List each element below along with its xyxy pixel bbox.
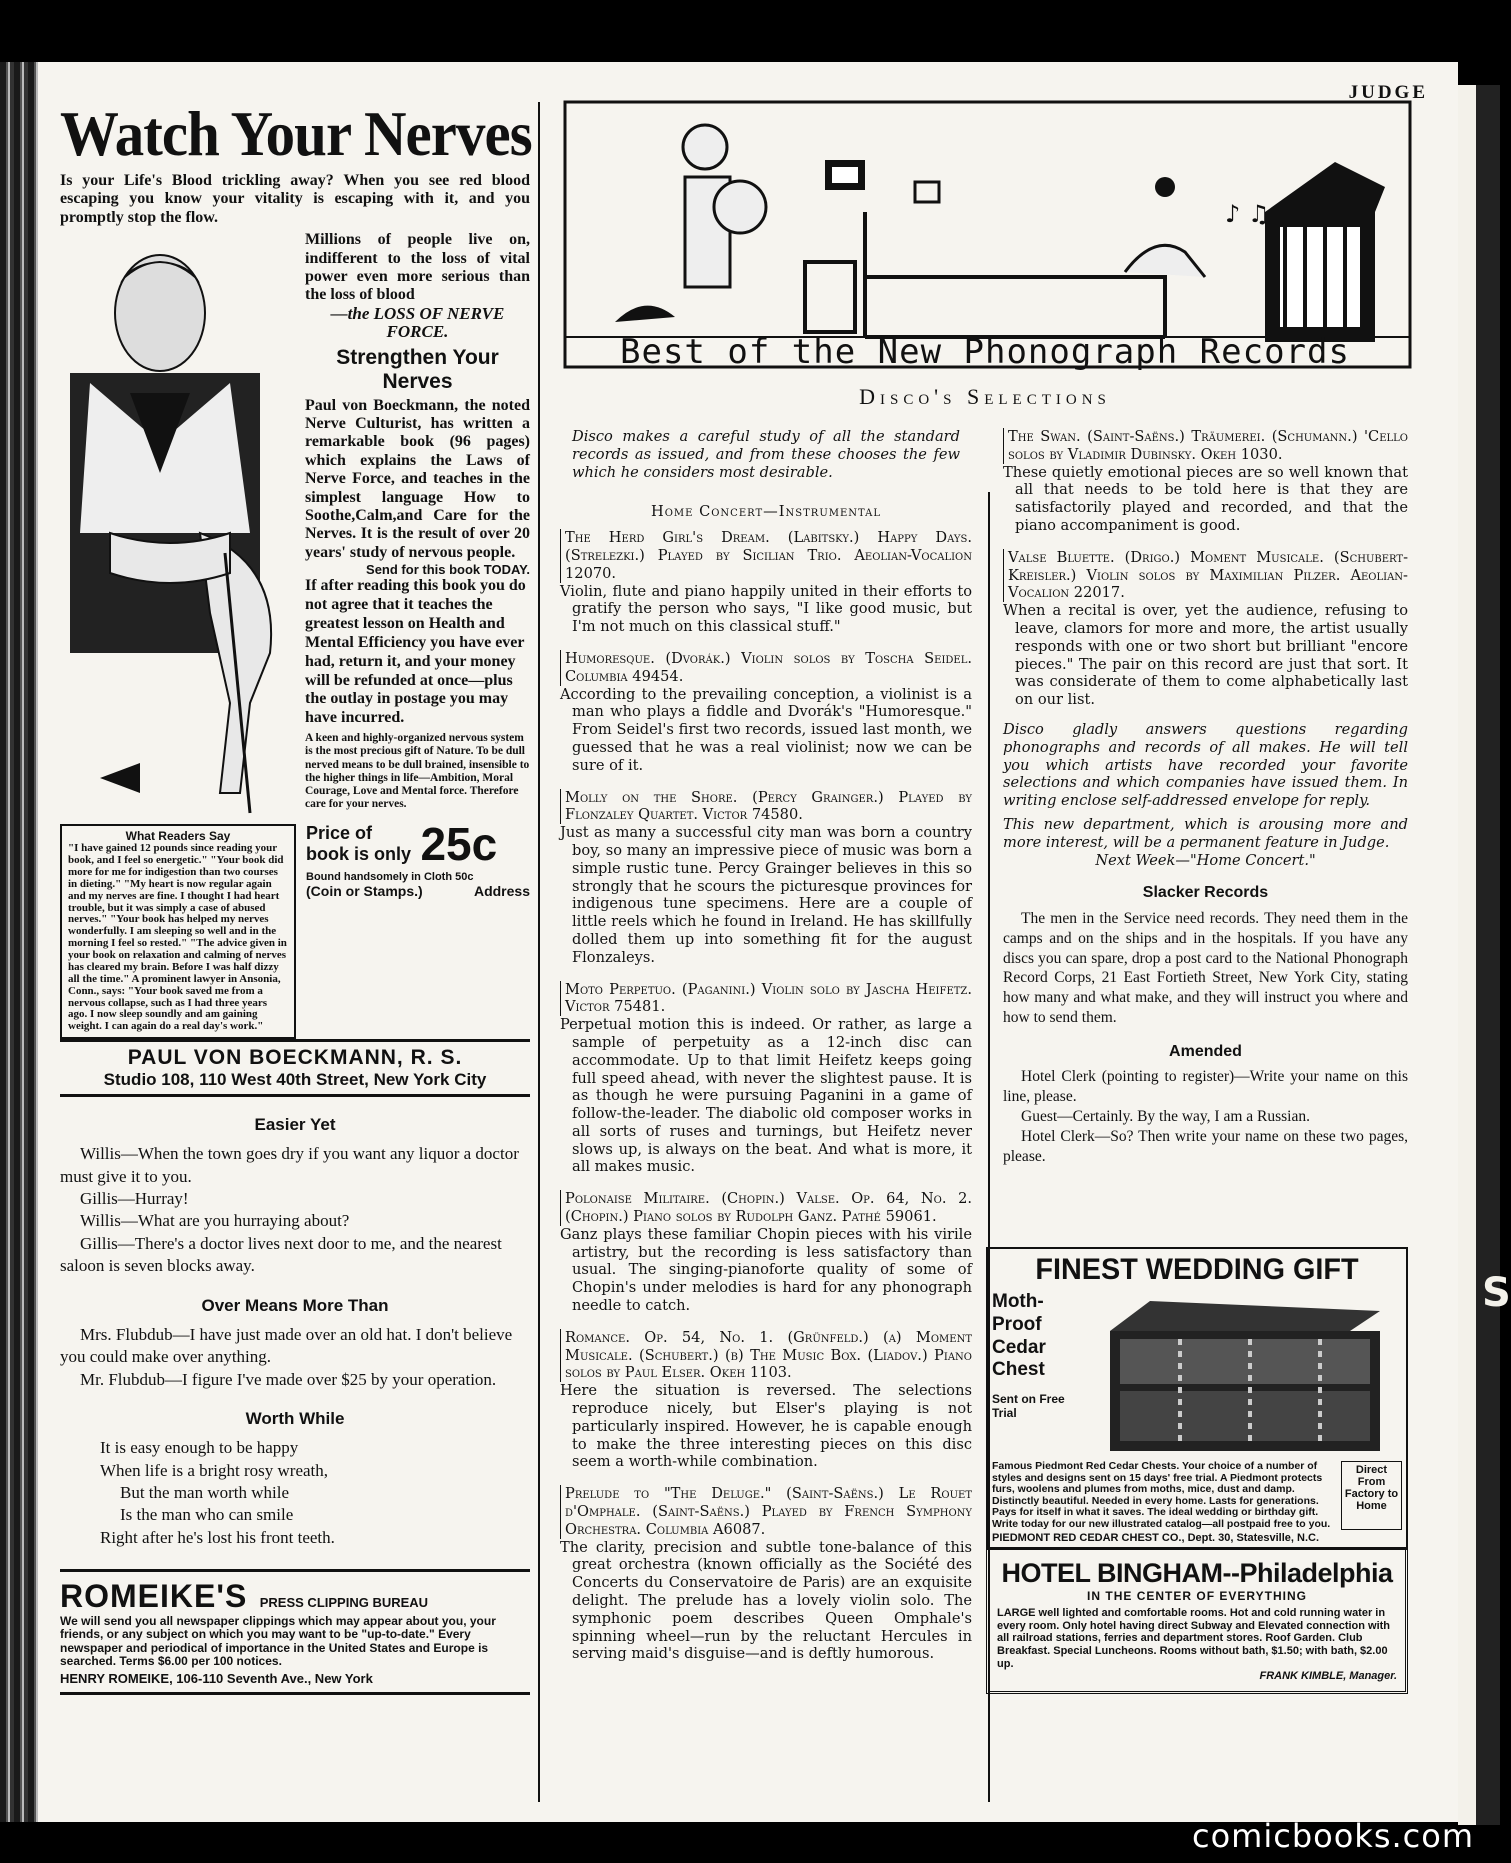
- record-entry: [1003, 549, 1408, 709]
- record-title: Humoresque. (Dvorák.) Violin solos by Toscha Seidel. Columbia 49454.: [560, 650, 972, 686]
- left-column: [60, 98, 532, 1695]
- hotel-tagline: IN THE CENTER OF EVERYTHING: [1087, 1589, 1307, 1603]
- book-binding: [0, 62, 38, 1822]
- record-entry: [560, 650, 972, 775]
- ad-nerve-force: —the LOSS OF NERVE FORCE.: [330, 303, 505, 341]
- hotel-manager: FRANK KIMBLE, Manager.: [1259, 1670, 1397, 1683]
- cedar-chest-illustration: [1090, 1291, 1390, 1461]
- wedding-text: Famous Piedmont Red Cedar Chests. Your choice of a number of styles and designs sent on 15 days' free trial. A Piedmont protects furs, woolens and plumes from moths, mice, dust and damp. Distinctly beautiful. Needed in every home. Lasts for generations. Pays for itself in what it saves. The ideal wedding or birthday gift. Write today for our new illustrated catalog—all postpaid free to you.: [992, 1460, 1331, 1530]
- joke-line: Willis—What are you hurraying about?: [80, 1211, 350, 1231]
- record-title: The Swan. (Saint-Saëns.) Träumerei. (Schumann.) 'Cello solos by Vladimir Dubinsky. Okeh 1030.: [1003, 428, 1408, 464]
- readers-testimonials-box: [60, 824, 296, 1039]
- poem-line: Right after he's lost his front teeth.: [100, 1527, 335, 1547]
- poem: [100, 1437, 530, 1549]
- address-label: Address: [473, 883, 530, 900]
- romeike-ad: [60, 1569, 530, 1695]
- price-value: 25c: [420, 818, 498, 871]
- record-entry: [560, 789, 972, 967]
- ad-intro: Is your Life's Blood trickling away? When you see red blood escaping you know your vitality is escaping with it, and you promptly stop the flow.: [60, 172, 530, 226]
- article-title: Best of the New Phonograph Records: [620, 332, 1350, 372]
- record-entry: [560, 1485, 972, 1663]
- ad-refund: If after reading this book you do not agree that it teaches the greatest lesson on Health and Mental Efficiency you have ever had, return it, and your money will be refunded at once—plus the outlay in postage you may have incurred.: [305, 577, 526, 727]
- record-entry: [1003, 428, 1408, 535]
- ad-millions: Millions of people live on, indifferent to the loss of vital power even more serious than the loss of blood: [305, 231, 530, 304]
- record-review: Violin, flute and piano happily united in their efforts to gratify the person who says, "I like good music, but I'm not much on this classical stuff.": [560, 582, 972, 636]
- boeckmann-name: PAUL VON BOECKMANN, R. S.: [127, 1046, 463, 1070]
- record-title: Polonaise Militaire. (Chopin.) Valse. Op. 64, No. 2. (Chopin.) Piano solos by Rudolph Ganz. Pathé 59061.: [560, 1190, 972, 1226]
- readers-title: What Readers Say: [125, 829, 231, 844]
- records-column-middle: [560, 428, 972, 1663]
- next-week-note: Next Week—"Home Concert.": [1095, 851, 1316, 869]
- record-title: Valse Bluette. (Drigo.) Moment Musicale. (Schubert-Kreisler.) Violin solos by Maximilian Pilzer. Aeolian-Vocalion 22017.: [1003, 549, 1408, 602]
- hotel-title: HOTEL BINGHAM--Philadelphia: [1001, 1558, 1393, 1588]
- joke-line: Willis—When the town goes dry if you want any liquor a doctor must give it to you.: [60, 1144, 519, 1186]
- hotel-text: LARGE well lighted and comfortable rooms. Hot and cold running water in every room. Only hotel having direct Subway and Elevated connection with all railroad stations, ferries and department stores. Roof Garden. Club Breakfast. Special Luncheons. Rooms without bath, $1.50; with bath, $2.00 up.: [997, 1607, 1391, 1670]
- poem-line: But the man worth while: [120, 1482, 290, 1502]
- joke-line: Mr. Flubdub—I figure I've made over $25 by your operation.: [80, 1369, 497, 1389]
- magazine-header: JUDGE: [1348, 82, 1428, 103]
- record-title: The Herd Girl's Dream. (Labitsky.) Happy Days. (Strelezki.) Played by Sicilian Trio. Aeolian-Vocalion 12070.: [560, 529, 972, 582]
- hotel-bingham-ad: [986, 1547, 1408, 1694]
- record-review: The clarity, precision and subtle tone-balance of this great orchestra (known officially as the Société des Concerts du Conservatoire de Paris) are an exquisite delight. The prelude has a lovely violin solo. The symphonic poem describes Queen Omphale's spinning wheel—run by the reluctant Hercules in serving maid's disguise—and is deftly humorous.: [560, 1538, 972, 1663]
- price-binding: Bound handsomely in Cloth 50c: [306, 871, 474, 884]
- romeike-name: ROMEIKE'S: [60, 1578, 248, 1615]
- romeike-bureau: PRESS CLIPPING BUREAU: [259, 1595, 429, 1611]
- wedding-trial: Sent on Free Trial: [992, 1392, 1065, 1421]
- boeckmann-street: Studio 108, 110 West 40th Street, New York City: [103, 1070, 487, 1090]
- jokes-section: [60, 1115, 530, 1549]
- amended-line: Hotel Clerk—So? Then write your name on these two pages, please.: [1003, 1127, 1408, 1165]
- joke-title-worth: Worth While: [245, 1409, 345, 1429]
- phonograph-cartoon: [565, 102, 1410, 367]
- joke-line: Mrs. Flubdub—I have just made over an old hat. I don't believe you could make over anything.: [60, 1324, 513, 1367]
- wedding-gift-ad: [986, 1247, 1408, 1550]
- wedding-company: PIEDMONT RED CEDAR CHEST CO., Dept. 30, Statesville, N.C.: [992, 1532, 1320, 1545]
- disco-note: Disco gladly answers questions regarding phonographs and records of all makes. He will tell you which artists have recorded your favorite selections and which companies have issued them. In writing enclose self-addressed envelope for reply.: [1003, 720, 1408, 810]
- slacker-section: [1003, 883, 1408, 1027]
- record-review: When a recital is over, yet the audience, refusing to leave, clamors for more and more, the artist usually responds with one or two short but brilliant "encore pieces." The pair on this record are just that sort. It was considerate of them to come alphabetically last on our list.: [1003, 602, 1408, 709]
- magazine-page: [38, 62, 1458, 1822]
- svg-text:♪ ♫: ♪ ♫: [1225, 200, 1270, 228]
- poem-line: When life is a bright rosy wreath,: [100, 1460, 329, 1480]
- ad-headline: Watch Your Nerves: [60, 98, 532, 169]
- price-label: Price of book is only: [306, 823, 412, 865]
- next-page-edge: [1458, 85, 1476, 1825]
- record-title: Moto Perpetuo. (Paganini.) Violin solo by Jascha Heifetz. Victor 75481.: [560, 981, 972, 1017]
- readers-text: "I have gained 12 pounds since reading your book, and I feel so energetic." "Your book did more for me for indigestion than two courses in dieting." "My heart is now regular again and my nerves are fine. I thought I had heart trouble, but it was simply a case of abused nerves." "Your book has helped my nerves wonderfully. I am sleeping so well and in the morning I feel so rested." "The advice given in your book on relaxation and calming of nerves has cleared my brain. Before I was half dizzy all the time." A prominent lawyer in Ansonia, Conn., says: "Your book saved me from a nervous collapse, such as I had three years ago. I now sleep soundly and am gaining weight. I can again do a real day's work.": [68, 842, 287, 1033]
- amended-line: Guest—Certainly. By the way, I am a Russian.: [1021, 1107, 1310, 1125]
- ad-body: Paul von Boeckmann, the noted Nerve Culturist, has written a remarkable book (96 pages) which explains the Laws of Nerve Force, and teaches in the simplest language How to Soothe,Calm,and Care for the Nerves. It is the result of over 20 years' study of nervous people.: [305, 396, 530, 561]
- record-review: Here the situation is reversed. The selections reproduce nicely, but Elser's playing is not particularly inspired. However, he is capable enough to make the three interesting pieces on this disc seem a worth-while combination.: [560, 1382, 972, 1471]
- ad-keen: A keen and highly-organized nervous system is the most precious gift of Nature. To be dull nerved means to be dull brained, insensible to the higher things in life—Ambition, Moral Courage, Love and Mental force. Therefore care for your nerves.: [305, 732, 530, 811]
- column-rule-left: [538, 102, 540, 1802]
- article-subtitle: Disco's Selections: [859, 384, 1111, 409]
- record-entry: [560, 1190, 972, 1315]
- ad-subheading: Strengthen Your Nerves: [336, 346, 499, 393]
- joke-title-easier: Easier Yet: [254, 1115, 336, 1135]
- amended-section: [1003, 1042, 1408, 1167]
- joke-line: Gillis—There's a doctor lives next door to me, and the nearest saloon is seven blocks away.: [60, 1233, 502, 1276]
- boeckmann-address: [60, 1039, 530, 1097]
- ad-send-cta: Send for this book TODAY.: [366, 562, 530, 578]
- slacker-title: Slacker Records: [1142, 884, 1269, 902]
- record-review: Ganz plays these familiar Chopin pieces with his virile artistry, but the recording is less satisfactory than usual. The singing-pianoforte quality of some of Chopin's under melodies is hard for any phonograph needle to catch.: [560, 1225, 972, 1315]
- record-review: According to the prevailing conception, a violinist is a man who plays a fiddle and Dvorák's "Humoresque." From Seidel's first two records, issued last month, we guessed that he was a real violinist; now we can be sure of it.: [560, 685, 972, 774]
- joke-title-over: Over Means More Than: [201, 1295, 389, 1315]
- amended-title: Amended: [1169, 1042, 1242, 1060]
- record-title: Prelude to "The Deluge." (Saint-Saëns.) Le Rouet d'Omphale. (Saint-Saëns.) Played by French Symphony Orchestra. Columbia A6087.: [560, 1485, 972, 1538]
- next-page-fragment: S: [1482, 1270, 1511, 1316]
- wedding-direct: Direct From Factory to Home: [1341, 1461, 1402, 1530]
- romeike-address: HENRY ROMEIKE, 106-110 Seventh Ave., New York: [60, 1671, 373, 1686]
- amended-line: Hotel Clerk (pointing to register)—Write your name on this line, please.: [1003, 1068, 1408, 1106]
- romeike-text: We will send you all newspaper clippings which may appear about you, your friends, or any subject on which you may want to be "up-to-date." Every newspaper and periodical of importance in the United States and Europe is searched. Terms $6.00 per 100 notices.: [60, 1614, 496, 1668]
- record-review: Just as many a successful city man was born a country boy, so many an impressive piece of music was born a simple rustic tune. Percy Grainger believes in this so strongly that he scours the picturesque provinces for indigenous tune specimens. Here are a couple of little reels which he found in Ireland. He has skillfully dolled them up into something fit for the august Flonzaleys.: [560, 824, 972, 966]
- page-gutter: [1476, 85, 1500, 1825]
- wedding-title: FINEST WEDDING GIFT: [1035, 1253, 1359, 1286]
- wedding-label: Moth-Proof Cedar Chest: [992, 1291, 1046, 1381]
- record-entry: [560, 1329, 972, 1471]
- slacker-text: The men in the Service need records. They need them in the camps and on the ships and in the hospitals. If you have any discs you can spare, drop a post card to the National Phonograph Record Corps, 21 East Fortieth Street, New York City, stating how many and what make, and they will instruct you where and how to send them.: [1003, 909, 1408, 1026]
- poem-line: Is the man who can smile: [120, 1505, 294, 1525]
- record-review: Perpetual motion this is indeed. Or rather, as large a sample of perpetuity as a 12-inch disc can accommodate. Up to that limit Heifetz keeps going full speed ahead, with never the slightest pause. It is as though he were pursuing Paganini in a game of follow-the-leader. The diabolic old composer works in all sorts of ruses and turnings, but Heifetz never slows up, is always on the beat. And what is more, it all makes music.: [560, 1016, 972, 1176]
- joke-line: Gillis—Hurray!: [80, 1189, 189, 1208]
- record-entry: [560, 529, 972, 636]
- price-coin: (Coin or Stamps.): [306, 883, 423, 900]
- record-review: These quietly emotional pieces are so well known that all that needs to be told here is that they are satisfactorily played and recorded, and that the piano accompaniment is good.: [1003, 463, 1408, 534]
- watermark: comicbooks.com: [1191, 1817, 1474, 1855]
- record-title: Molly on the Shore. (Percy Grainger.) Played by Flonzaley Quartet. Victor 74580.: [560, 789, 972, 825]
- record-entry: [560, 981, 972, 1177]
- poem-line: It is easy enough to be happy: [100, 1438, 299, 1458]
- man-illustration: [50, 233, 295, 818]
- article-intro: Disco makes a careful study of all the standard records as issued, and from these chooses the few which he considers most desirable.: [572, 428, 960, 481]
- nerves-ad: [60, 98, 532, 1097]
- records-column-right: [1003, 428, 1408, 1166]
- section-heading: Home Concert—Instrumental: [650, 503, 882, 521]
- department-note: This new department, which is arousing more and more interest, will be a permanent feature in Judge.: [1003, 815, 1408, 851]
- record-title: Romance. Op. 54, No. 1. (Grünfeld.) (a) Moment Musicale. (Schubert.) (b) The Music Box. (Liadov.) Piano solos by Paul Elser. Okeh 1103.: [560, 1329, 972, 1382]
